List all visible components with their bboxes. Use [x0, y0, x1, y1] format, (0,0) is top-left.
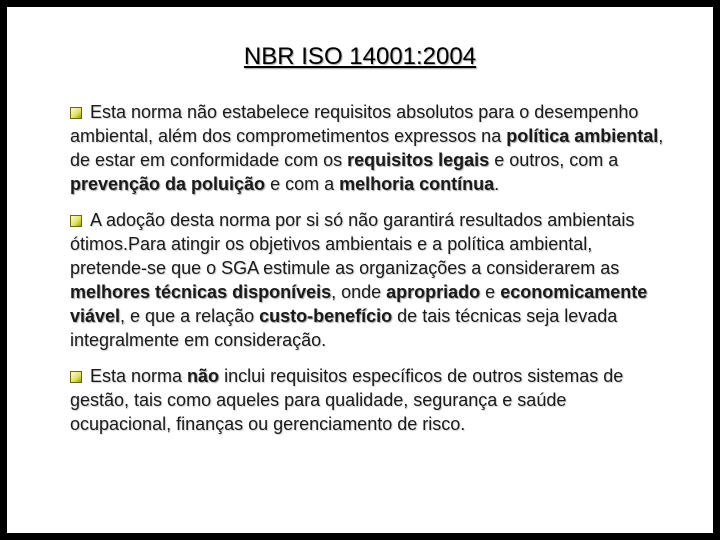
paragraph-2-bold-4: custo-benefício	[259, 306, 393, 326]
slide-body	[70, 100, 670, 448]
paragraph-2-bold-2: apropriado	[386, 282, 481, 302]
paragraph-2-text-1: A adoção desta norma por si só não garantirá resultados ambientais ótimos.Para atingir os objetivos ambientais e a política ambiental, pretende-se que o SGA estimule as organizações a considerarem as	[70, 210, 635, 278]
paragraph-1-text-5: .	[494, 174, 500, 194]
paragraph-1-bold-1: política ambiental	[506, 126, 659, 146]
paragraph-3-bold-1: não	[187, 366, 220, 386]
square-bullet-icon	[70, 107, 82, 119]
square-bullet-icon	[70, 371, 82, 383]
page-title: NBR ISO 14001:2004	[243, 43, 477, 70]
paragraph-2-text-5: de tais técnicas seja levada integralmente em consideração.	[70, 306, 618, 350]
paragraph-2-text-2: , onde	[331, 282, 387, 302]
paragraph-1-text-4: e com a	[265, 174, 340, 194]
paragraph-1-bold-3: prevenção da poluição	[70, 174, 266, 194]
paragraph-2-text-3: e	[480, 282, 501, 302]
paragraph-2-bold-1: melhores técnicas disponíveis	[70, 282, 332, 302]
paragraph-1-bold-2: requisitos legais	[347, 150, 490, 170]
paragraph-1-bold-4: melhoria contínua	[339, 174, 495, 194]
paragraph-1	[70, 100, 670, 196]
paragraph-2-text-4: , e que a relação	[120, 306, 260, 326]
paragraph-3-text-2: inclui requisitos específicos de outros sistemas de gestão, tais como aqueles para qualidade, segurança e saúde ocupacional, finanças ou gerenciamento de risco.	[70, 366, 624, 434]
paragraph-2	[70, 208, 670, 352]
paragraph-1-text-1: Esta norma não estabelece requisitos absolutos para o desempenho ambiental, além dos comprometimentos expressos na	[70, 102, 639, 146]
paragraph-3-text-1: Esta norma	[90, 366, 188, 386]
paragraph-1-text-2: , de estar em conformidade com os	[70, 126, 664, 170]
square-bullet-icon	[70, 215, 82, 227]
paragraph-1-text-3: e outros, com a	[489, 150, 619, 170]
paragraph-3	[70, 364, 670, 436]
paragraph-2-bold-3: economicamente viável	[70, 282, 648, 326]
